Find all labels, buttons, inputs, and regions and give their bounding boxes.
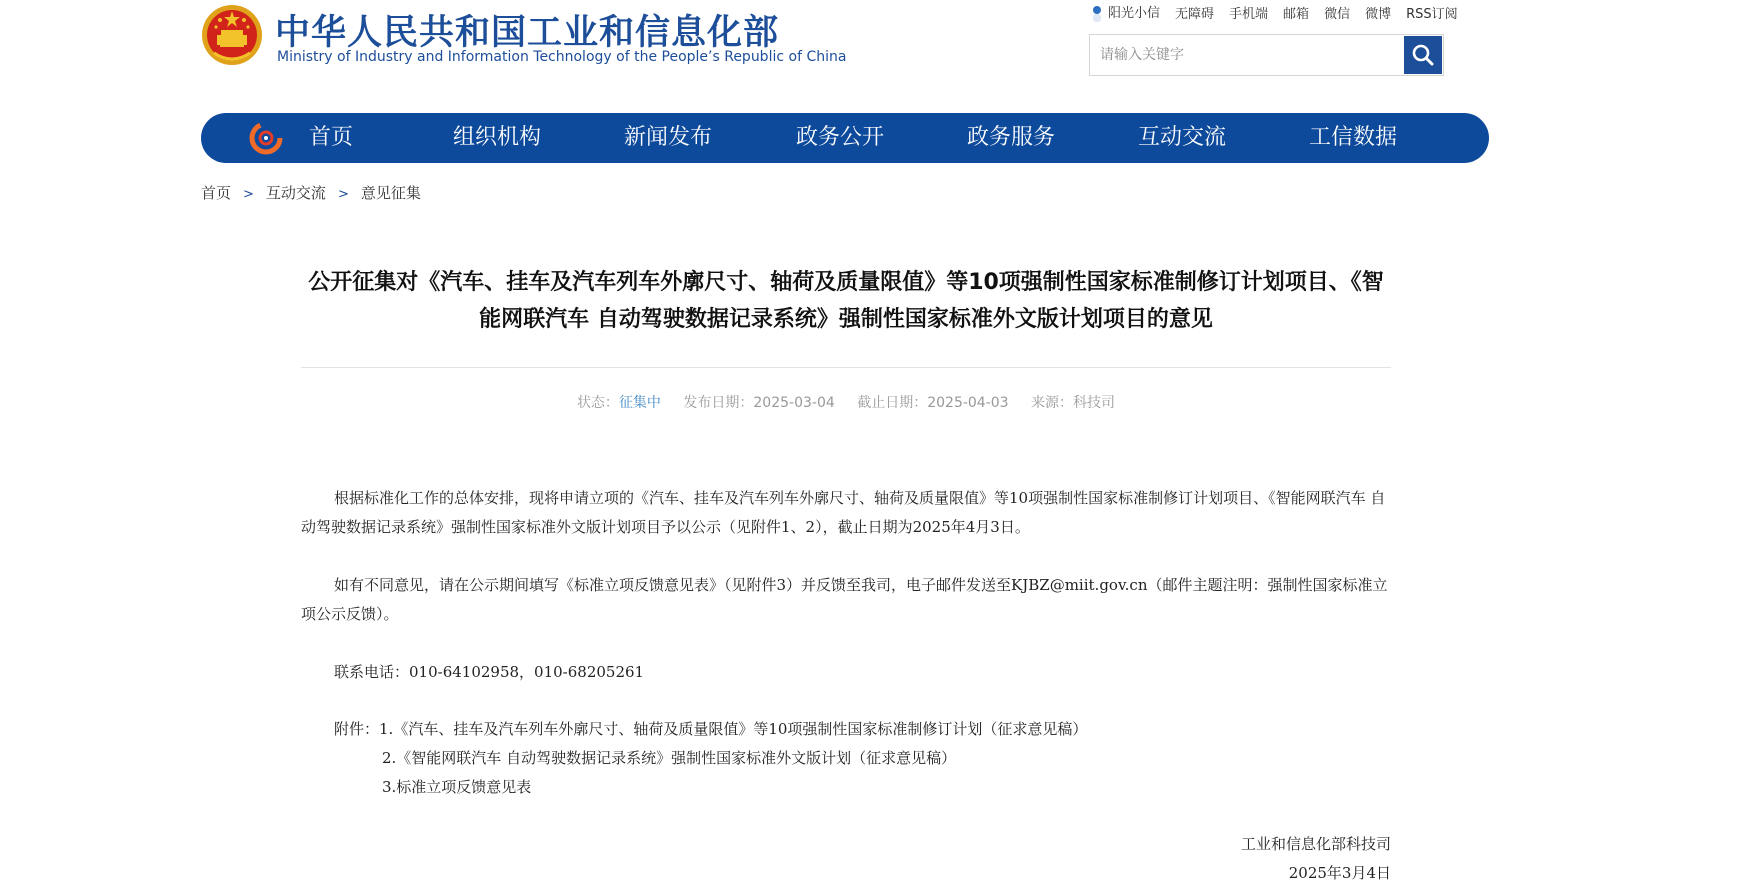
baby-icon [1090,5,1104,23]
attachments [301,715,1424,802]
breadcrumb-separator: > [337,187,349,202]
toplink-rss[interactable]: RSS订阅 [1406,6,1458,22]
toplink-label: 阳光小信 [1108,6,1161,21]
toplink-mobile[interactable]: 手机端 [1229,6,1269,22]
toplink-wechat[interactable]: 微信 [1324,6,1351,22]
main-nav [201,113,1489,163]
meta-source-value: 科技司 [1073,395,1116,411]
meta-deadline-value: 2025-04-03 [927,395,1009,411]
nav-logo-icon[interactable] [249,121,283,155]
article-paragraph: 如有不同意见，请在公示期间填写《标准立项反馈意见表》（见附件3）并反馈至我司，电子邮件发送至KJBZ@miit.gov.cn（邮件主题注明：强制性国家标准立项公示反馈）。 [301,576,1388,623]
meta-status-label: 状态： [576,395,619,411]
meta-publish-label: 发布日期： [683,395,754,411]
search-input[interactable] [1090,35,1396,75]
title-divider [301,367,1391,368]
top-links [1090,2,1458,23]
attachment-row [334,773,1424,802]
national-emblem-icon[interactable] [200,3,264,69]
meta-source [1031,395,1115,411]
toplink-accessibility[interactable]: 无障碍 [1175,6,1215,22]
breadcrumb-interaction[interactable]: 互动交流 [265,184,326,202]
meta-status-value: 征集中 [618,395,661,411]
attachment-row [334,715,1424,744]
meta-deadline [857,395,1008,411]
nav-item-government-affairs[interactable]: 政务公开 [796,125,885,150]
toplink-weibo[interactable]: 微博 [1365,6,1392,22]
attachment-link-2[interactable]: 2.《智能网联汽车 自动驾驶数据记录系统》强制性国家标准外文版计划（征求意见稿） [382,749,957,767]
search-icon [1411,43,1435,67]
meta-source-label: 来源： [1031,395,1074,411]
article-meta [301,392,1391,412]
attachment-link-1[interactable]: 1.《汽车、挂车及汽车列车外廓尺寸、轴荷及质量限值》等10项强制性国家标准制修订计划（征求意见稿） [379,720,1088,738]
breadcrumb-separator: > [243,187,254,202]
contact-phone: 联系电话：010-64102958，010-68205261 [334,663,645,681]
attachment-row [334,744,1424,773]
nav-item-organization[interactable]: 组织机构 [453,125,542,150]
search-box [1089,34,1444,76]
meta-publish-value: 2025-03-04 [753,395,835,411]
search-button[interactable] [1404,36,1442,74]
article-title: 公开征集对《汽车、挂车及汽车列车外廓尺寸、轴荷及质量限值》等10项强制性国家标准制修订计划项目、《智能网联汽车 自动驾驶数据记录系统》强制性国家标准外文版计划项目的意见 [308,270,1384,332]
meta-status [577,395,661,411]
signature-date: 2025年3月4日 [1288,864,1391,882]
meta-publish-date [683,395,834,411]
nav-item-home[interactable]: 首页 [309,125,354,150]
toplink-sunshine[interactable] [1090,2,1160,23]
attachment-link-3[interactable]: 3.标准立项反馈意见表 [382,778,532,796]
site-title[interactable]: 中华人民共和国工业和信息化部 [275,13,780,53]
attachments-label: 附件： [334,720,380,738]
nav-item-data[interactable]: 工信数据 [1309,125,1398,150]
breadcrumb-home[interactable]: 首页 [201,184,232,202]
breadcrumb [201,182,421,203]
meta-deadline-label: 截止日期： [857,395,928,411]
nav-item-news[interactable]: 新闻发布 [624,125,713,150]
toplink-mail[interactable]: 邮箱 [1283,6,1310,22]
nav-item-government-services[interactable]: 政务服务 [967,125,1056,150]
article-paragraph: 根据标准化工作的总体安排，现将申请立项的《汽车、挂车及汽车列车外廓尺寸、轴荷及质量限值》等10项强制性国家标准制修订计划项目、《智能网联汽车 自动驾驶数据记录系统》强制性国家标准外文版计划项目予以公示（见附件1、2），截止日期为2025年4月3日。 [301,489,1386,536]
breadcrumb-current[interactable]: 意见征集 [360,184,421,202]
signature: 工业和信息化部科技司 [1240,835,1391,853]
nav-item-interaction[interactable]: 互动交流 [1138,125,1227,150]
site-subtitle[interactable]: Ministry of Industry and Information Technology of the People’s Republic of China [277,49,847,65]
